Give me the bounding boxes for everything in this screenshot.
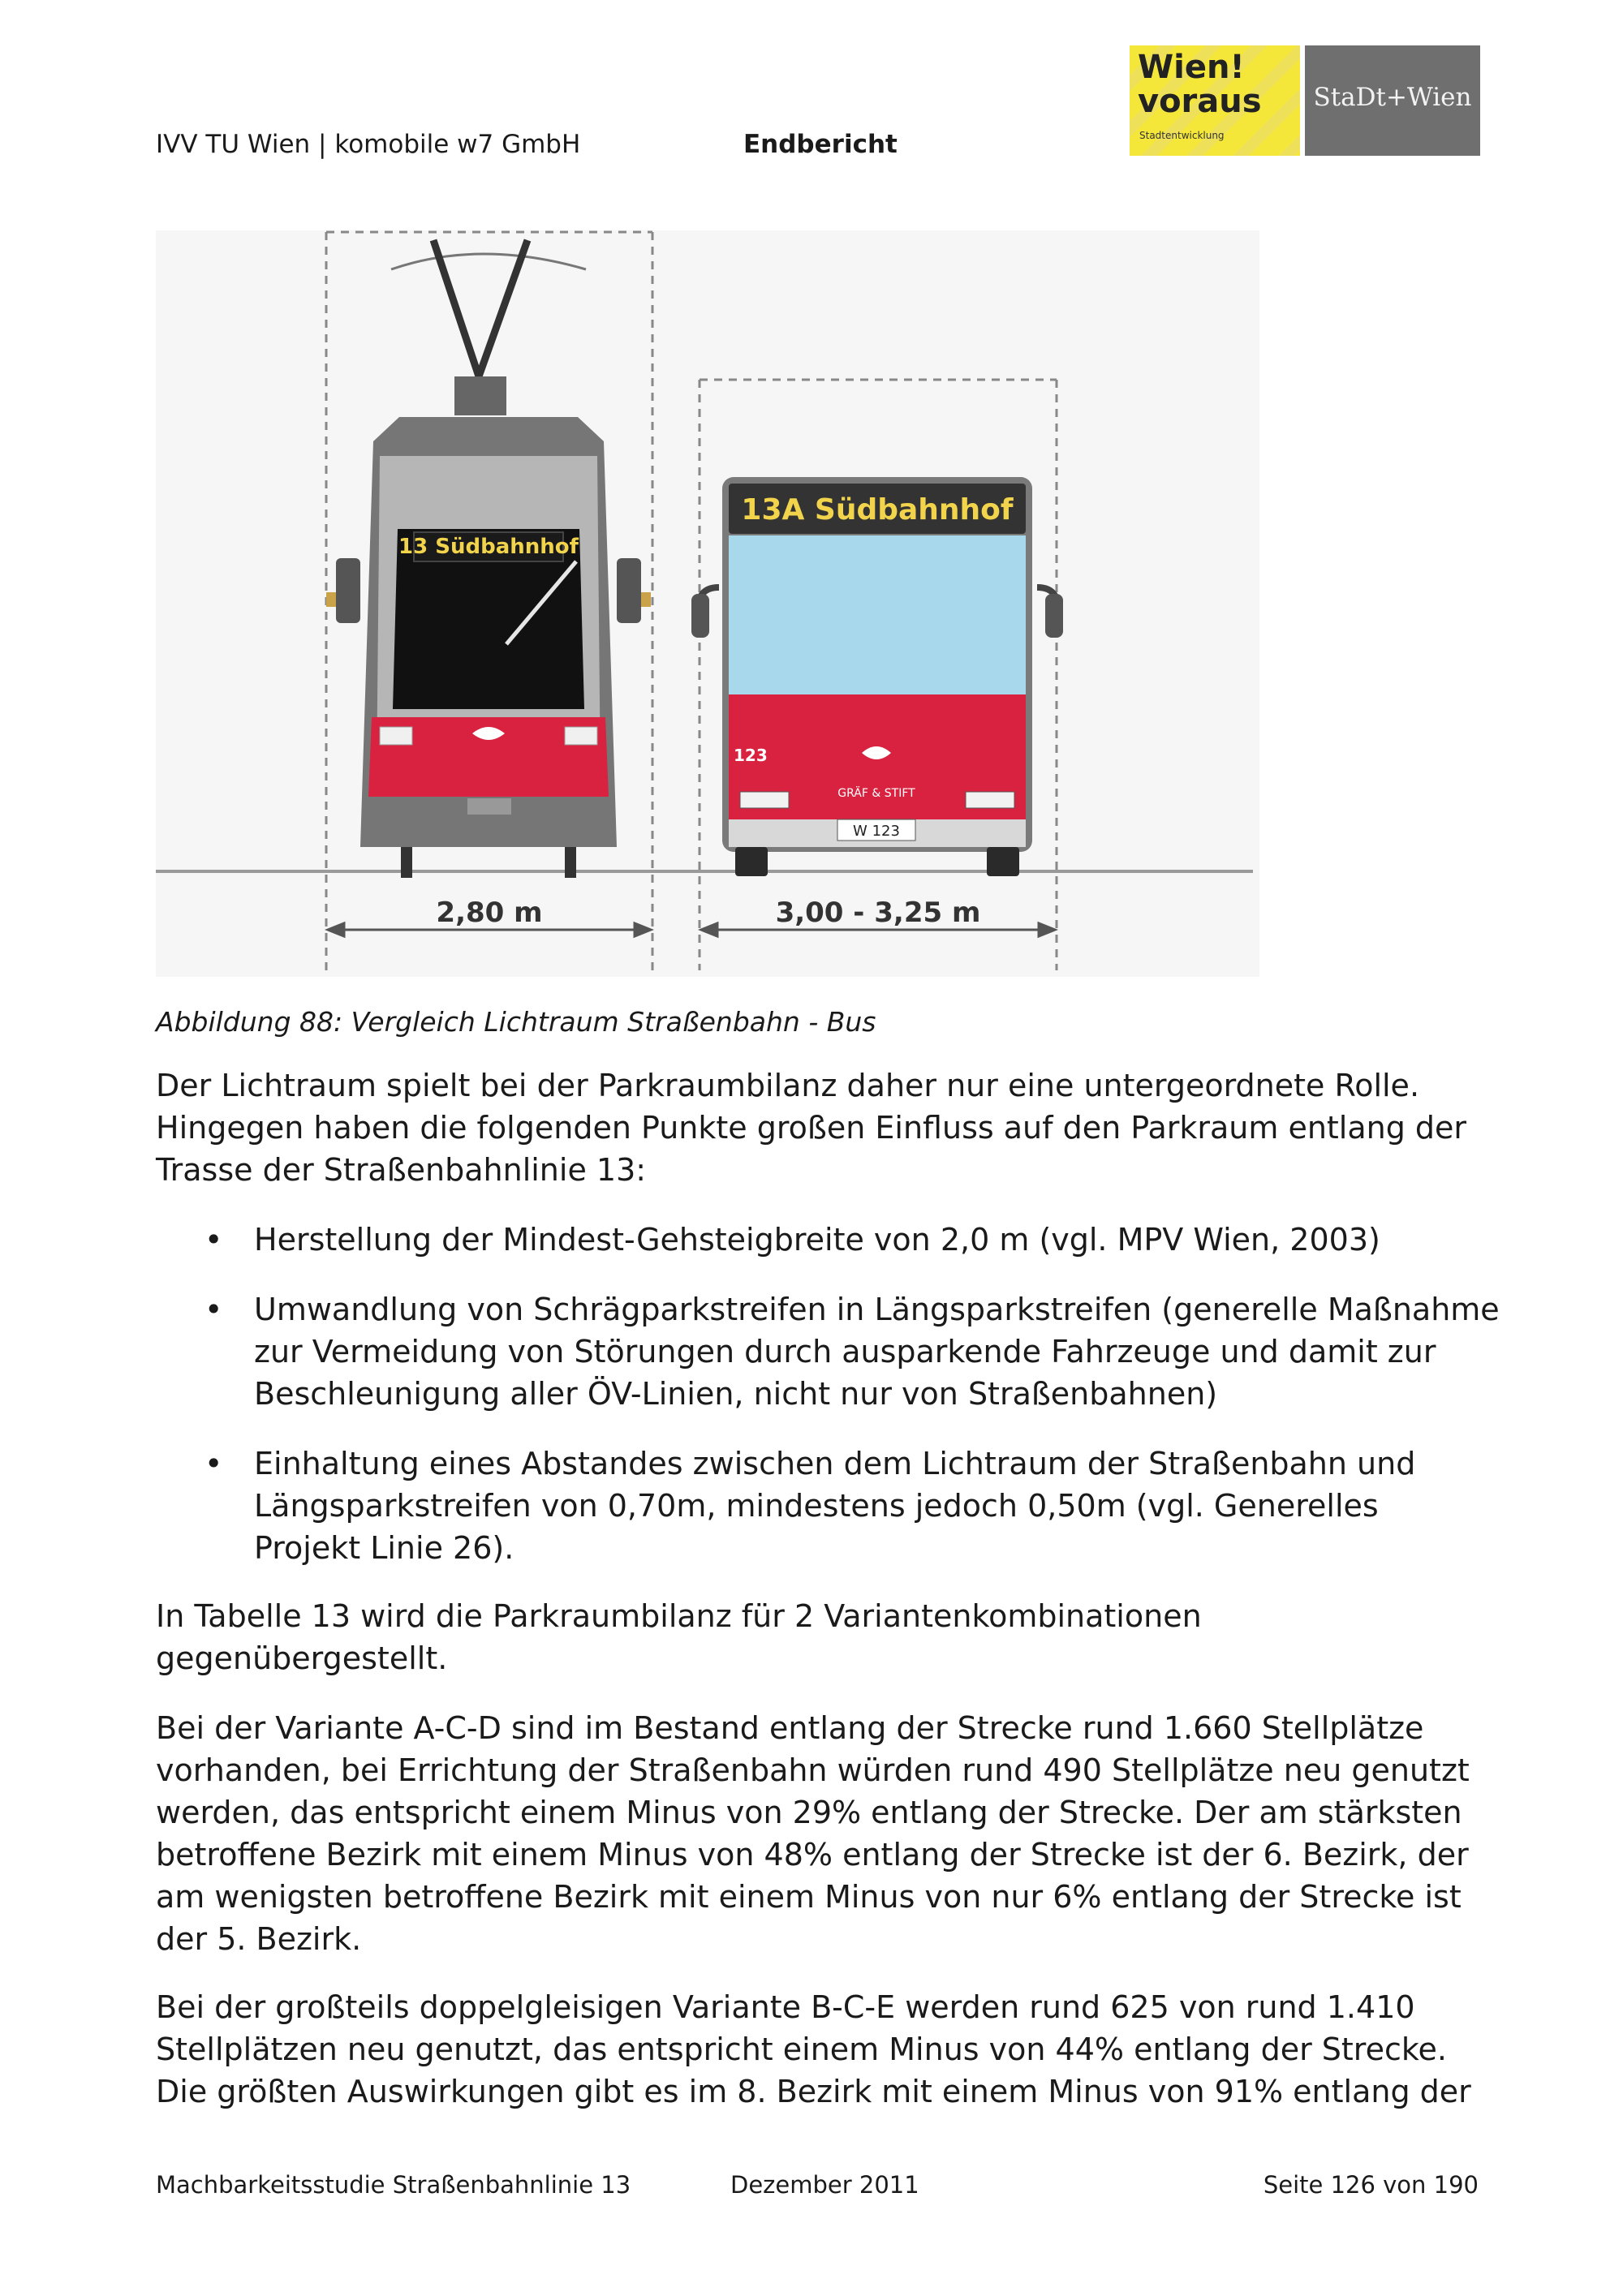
tram-destination-sign: 13 Südbahnhof	[398, 535, 579, 559]
bullet-marker: •	[204, 1292, 223, 1327]
bus-maker-label: GRÄF & STIFT	[837, 787, 915, 800]
logo-wien-line1: Wien!	[1138, 49, 1245, 86]
bullet-line: Beschleunigung aller ÖV-Linien, nicht nur von Straßenbahnen)	[254, 1376, 1218, 1412]
logo-wien-subtitle: Stadtentwicklung	[1139, 130, 1225, 141]
footer-page-number: Seite 126 von 190	[1263, 2171, 1479, 2199]
paragraph-line: betroffene Bezirk mit einem Minus von 48% entlang der Strecke ist der 6. Bezirk, der	[156, 1837, 1469, 1872]
bus-destination-sign: 13A Südbahnhof	[741, 493, 1014, 527]
wien-voraus-logo	[1130, 45, 1300, 156]
bus-width-label: 3,00 - 3,25 m	[775, 896, 981, 929]
paragraph-line: vorhanden, bei Errichtung der Straßenbahn würden rund 490 Stellplätze neu genutzt	[156, 1752, 1470, 1788]
paragraph-line: am wenigsten betroffene Bezirk mit einem Minus von nur 6% entlang der Strecke ist	[156, 1879, 1462, 1915]
header-institution: IVV TU Wien | komobile w7 GmbH	[156, 130, 581, 159]
paragraph-line: Der Lichtraum spielt bei der Parkraumbilanz daher nur eine untergeordnete Rolle.	[156, 1068, 1420, 1103]
bullet-gehsteig	[254, 1219, 1512, 1261]
paragraph-line: gegenübergestellt.	[156, 1640, 448, 1676]
paragraph-lichtraum	[156, 1064, 1495, 1191]
tram-width-label: 2,80 m	[436, 896, 543, 929]
bullet-line: Umwandlung von Schrägparkstreifen in Längsparkstreifen (generelle Maßnahme	[254, 1292, 1500, 1327]
bus-license-plate: W 123	[853, 823, 900, 840]
bullet-parkstreifen	[254, 1288, 1512, 1415]
bullet-line: Längsparkstreifen von 0,70m, mindestens jedoch 0,50m (vgl. Generelles	[254, 1488, 1379, 1524]
logo-stadt-text: StaDt+Wien	[1313, 83, 1472, 112]
paragraph-variante-acd	[156, 1707, 1495, 1960]
header-report-title: Endbericht	[743, 130, 898, 159]
footer-study-title: Machbarkeitsstudie Straßenbahnlinie 13	[156, 2171, 631, 2199]
bullet-line: Herstellung der Mindest-Gehsteigbreite von 2,0 m (vgl. MPV Wien, 2003)	[254, 1222, 1380, 1258]
bullet-line: Projekt Linie 26).	[254, 1530, 514, 1566]
bullet-marker: •	[204, 1446, 223, 1481]
figure-caption: Abbildung 88: Vergleich Lichtraum Straßenbahn - Bus	[156, 1006, 876, 1038]
bullet-marker: •	[204, 1222, 223, 1258]
bus-fleet-number: 123	[734, 746, 768, 765]
paragraph-tabelle	[156, 1595, 1495, 1679]
bullet-line: zur Vermeidung von Störungen durch ausparkende Fahrzeuge und damit zur	[254, 1334, 1436, 1369]
paragraph-line: Bei der Variante A-C-D sind im Bestand entlang der Strecke rund 1.660 Stellplätze	[156, 1710, 1424, 1746]
paragraph-line: Trasse der Straßenbahnlinie 13:	[156, 1152, 647, 1188]
paragraph-line: In Tabelle 13 wird die Parkraumbilanz für 2 Variantenkombinationen	[156, 1598, 1202, 1634]
clearance-figure	[156, 230, 1259, 977]
bus-drawing	[691, 477, 1063, 876]
paragraph-line: Hingegen haben die folgenden Punkte großen Einfluss auf den Parkraum entlang der	[156, 1110, 1467, 1146]
paragraph-line: Bei der großteils doppelgleisigen Variante B-C-E werden rund 625 von rund 1.410	[156, 1989, 1415, 2025]
stadt-wien-logo	[1305, 45, 1480, 156]
paragraph-variante-bce	[156, 1986, 1495, 2113]
paragraph-line: werden, das entspricht einem Minus von 29% entlang der Strecke. Der am stärksten	[156, 1795, 1462, 1830]
footer-date: Dezember 2011	[730, 2171, 919, 2199]
paragraph-line: der 5. Bezirk.	[156, 1921, 362, 1957]
logo-wien-line2: voraus	[1138, 83, 1262, 120]
paragraph-line: Stellplätzen neu genutzt, das entspricht einem Minus von 44% entlang der Strecke.	[156, 2032, 1447, 2067]
bullet-line: Einhaltung eines Abstandes zwischen dem Lichtraum der Straßenbahn und	[254, 1446, 1416, 1481]
paragraph-line: Die größten Auswirkungen gibt es im 8. Bezirk mit einem Minus von 91% entlang der	[156, 2074, 1471, 2109]
bullet-abstand	[254, 1443, 1512, 1569]
